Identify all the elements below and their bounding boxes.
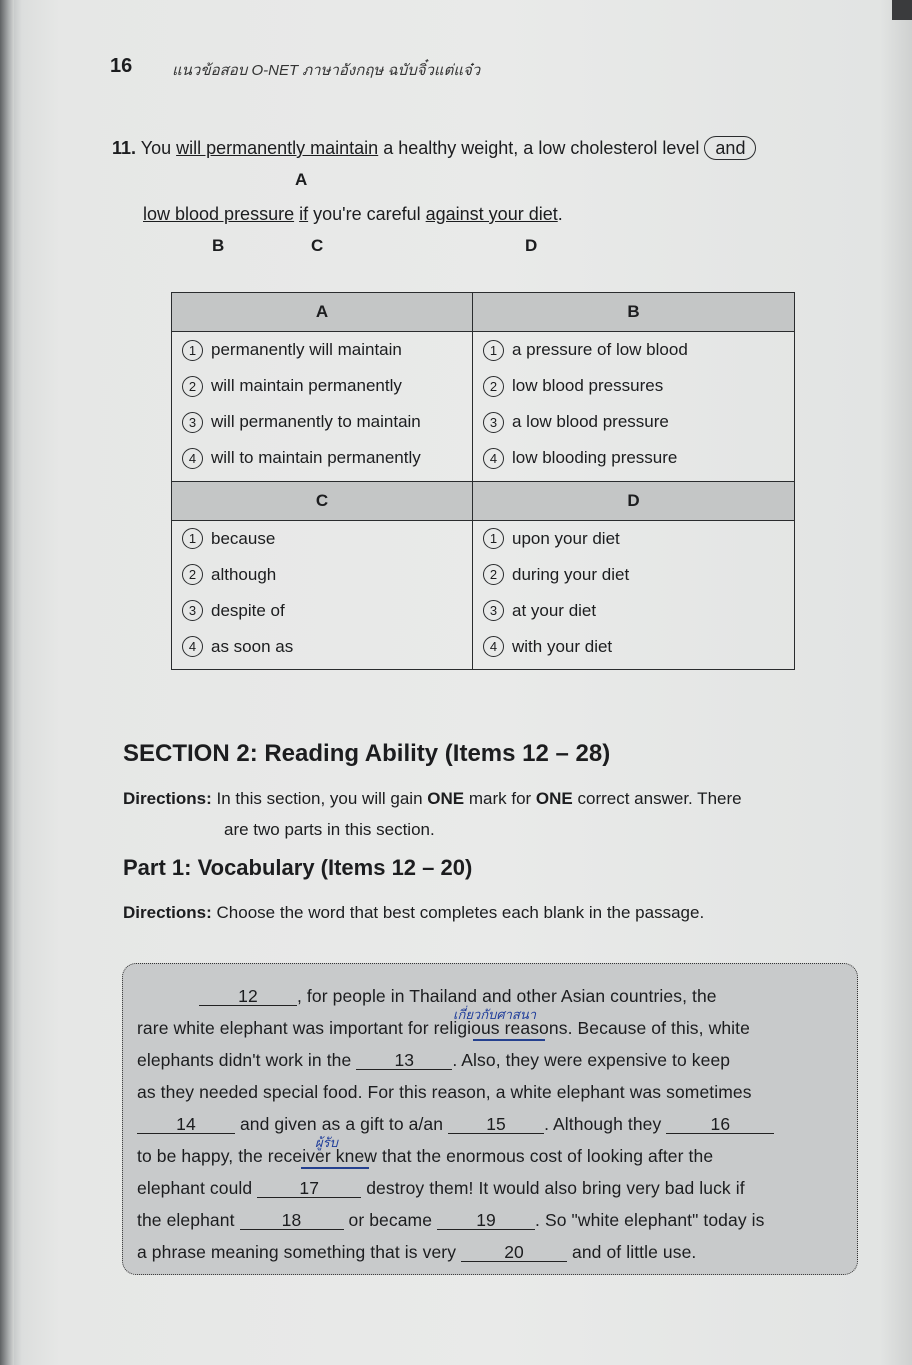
marker-d: D (525, 236, 538, 255)
option-text: a pressure of low blood (512, 340, 688, 359)
section-directions-line-2: are two parts in this section. (224, 820, 435, 839)
circled-number-1: 1 (483, 340, 504, 361)
part-title: Part 1: Vocabulary (Items 12 – 20) (123, 855, 473, 880)
option-d-3[interactable] (473, 593, 794, 629)
option-a-4[interactable] (172, 440, 472, 476)
option-b-segment: low blood pressure (143, 204, 295, 224)
directions-text: In this section, you will gain (216, 789, 423, 808)
column-header-b: B (473, 293, 795, 332)
directions-text: Choose the word that best completes each blank in the passage. (216, 903, 705, 922)
passage-text: and of little use. (572, 1242, 697, 1262)
blank-14[interactable]: 14 (137, 1115, 235, 1134)
option-c-segment: if (299, 204, 309, 224)
question-11-line-1 (112, 136, 756, 160)
option-text: a low blood pressure (512, 412, 669, 431)
passage-text: . So "white elephant" today is (535, 1210, 765, 1230)
circled-number-3: 3 (182, 412, 203, 433)
column-header-d: D (473, 481, 795, 520)
book-title: แนวข้อสอบ O-NET ภาษาอังกฤษ ฉบับจิ๋วแต่แจ๋ว (172, 62, 481, 79)
option-text: because (211, 528, 276, 548)
option-c-3[interactable] (172, 593, 472, 629)
option-a-3[interactable] (172, 404, 472, 440)
passage-text: to be happy, the receiver knew that the enormous cost of looking after the (137, 1146, 714, 1166)
passage-line-9 (137, 1242, 696, 1263)
page-corner-shadow (892, 0, 912, 20)
option-text: low blood pressures (512, 376, 664, 395)
column-header-c: C (172, 481, 473, 520)
directions-label: Directions: (123, 789, 212, 808)
option-text: although (211, 564, 277, 584)
passage-text: . Also, they were expensive to keep (452, 1050, 731, 1070)
option-text: during your diet (512, 564, 630, 584)
column-header-a: A (172, 293, 473, 332)
question-number: 11. (112, 138, 137, 158)
handwritten-note-receiver: ผู้รับ (315, 1135, 338, 1150)
passage-text: and given as a gift to a/an (239, 1114, 444, 1134)
passage-line-6 (137, 1146, 713, 1167)
circled-number-4: 4 (182, 448, 203, 469)
option-a-segment: will permanently maintain (176, 138, 379, 158)
passage-line-3 (137, 1050, 730, 1071)
marker-c: C (311, 236, 324, 255)
marker-b: B (212, 236, 225, 255)
page-number: 16 (110, 55, 133, 77)
option-text: despite of (211, 600, 285, 620)
option-d-4[interactable] (473, 629, 794, 665)
answer-options-table (171, 292, 795, 670)
option-text: will permanently to maintain (211, 412, 421, 431)
options-a (172, 332, 473, 482)
option-b-3[interactable] (473, 404, 794, 440)
passage-text: . Although they (544, 1114, 662, 1134)
directions-text: correct answer. There (577, 789, 742, 808)
ink-underline (301, 1167, 369, 1169)
option-text: will maintain permanently (211, 376, 402, 395)
option-text: will to maintain permanently (211, 448, 421, 467)
passage-text: or became (348, 1210, 433, 1230)
page-binding-shadow (0, 0, 14, 1365)
options-c (172, 520, 473, 670)
option-a-2[interactable] (172, 368, 472, 404)
passage-line-8 (137, 1210, 765, 1231)
handwritten-note-religious: เกี่ยวกับศาสนา (453, 1007, 537, 1022)
emphasis-one: ONE (535, 789, 573, 808)
blank-18[interactable]: 18 (240, 1211, 344, 1230)
blank-17[interactable]: 17 (257, 1179, 361, 1198)
passage-text: as they needed special food. For this reason, a white elephant was sometimes (137, 1082, 752, 1102)
directions-text: mark for (468, 789, 532, 808)
option-text: permanently will maintain (211, 340, 402, 359)
blank-13[interactable]: 13 (356, 1051, 452, 1070)
circled-number-1: 1 (483, 528, 504, 549)
passage-text: elephant could (137, 1178, 253, 1198)
option-text: upon your diet (512, 528, 620, 548)
option-text: with your diet (512, 636, 613, 656)
question-text: a healthy weight, a low cholesterol level (383, 138, 700, 158)
option-text: low blooding pressure (512, 448, 678, 467)
passage-line-2 (137, 1018, 750, 1039)
circled-number-2: 2 (483, 376, 504, 397)
passage-box (122, 963, 858, 1275)
blank-12[interactable]: 12 (199, 987, 297, 1006)
question-text: you're careful (313, 204, 421, 224)
passage-line-5 (137, 1114, 774, 1135)
period: . (557, 204, 563, 224)
passage-line-7 (137, 1178, 745, 1199)
passage-line-4 (137, 1082, 752, 1103)
circled-number-3: 3 (483, 600, 504, 621)
circled-number-2: 2 (483, 564, 504, 585)
question-text: You (140, 138, 172, 158)
blank-16[interactable]: 16 (666, 1115, 774, 1134)
blank-20[interactable]: 20 (461, 1243, 567, 1262)
option-d-segment: against your diet (425, 204, 558, 224)
question-11-line-2 (143, 204, 563, 225)
passage-text: rare white elephant was important for religious reasons. Because of this, white (137, 1018, 750, 1038)
circled-number-3: 3 (182, 600, 203, 621)
circled-number-4: 4 (483, 448, 504, 469)
option-d-1[interactable] (473, 521, 794, 557)
passage-text: a phrase meaning something that is very (137, 1242, 457, 1262)
circled-number-2: 2 (182, 564, 203, 585)
part-directions (123, 903, 704, 923)
option-b-1[interactable] (473, 332, 794, 368)
directions-label: Directions: (123, 903, 212, 922)
circled-number-3: 3 (483, 412, 504, 433)
option-c-2[interactable] (172, 557, 472, 593)
circled-number-1: 1 (182, 340, 203, 361)
option-b-2[interactable] (473, 368, 794, 404)
marker-a: A (295, 170, 308, 189)
passage-text: , for people in Thailand and other Asian countries, the (297, 986, 717, 1006)
option-d-2[interactable] (473, 557, 794, 593)
ink-underline (473, 1039, 545, 1041)
option-text: at your diet (512, 600, 597, 620)
options-b (473, 332, 795, 482)
option-c-1[interactable] (172, 521, 472, 557)
blank-15[interactable]: 15 (448, 1115, 544, 1134)
circled-number-4: 4 (483, 636, 504, 657)
circled-number-1: 1 (182, 528, 203, 549)
option-c-4[interactable] (172, 629, 472, 665)
passage-text: the elephant (137, 1210, 235, 1230)
circled-number-4: 4 (182, 636, 203, 657)
circled-word: and (704, 136, 756, 160)
circled-number-2: 2 (182, 376, 203, 397)
section-directions-line-1 (123, 789, 742, 809)
passage-text: elephants didn't work in the (137, 1050, 352, 1070)
option-text: as soon as (211, 636, 294, 656)
passage-text: destroy them! It would also bring very bad luck if (366, 1178, 745, 1198)
option-a-1[interactable] (172, 332, 472, 368)
options-d (473, 520, 795, 670)
option-b-4[interactable] (473, 440, 794, 476)
section-title: SECTION 2: Reading Ability (Items 12 – 28) (123, 740, 611, 767)
page-header (110, 55, 710, 81)
blank-19[interactable]: 19 (437, 1211, 535, 1230)
emphasis-one: ONE (427, 789, 465, 808)
